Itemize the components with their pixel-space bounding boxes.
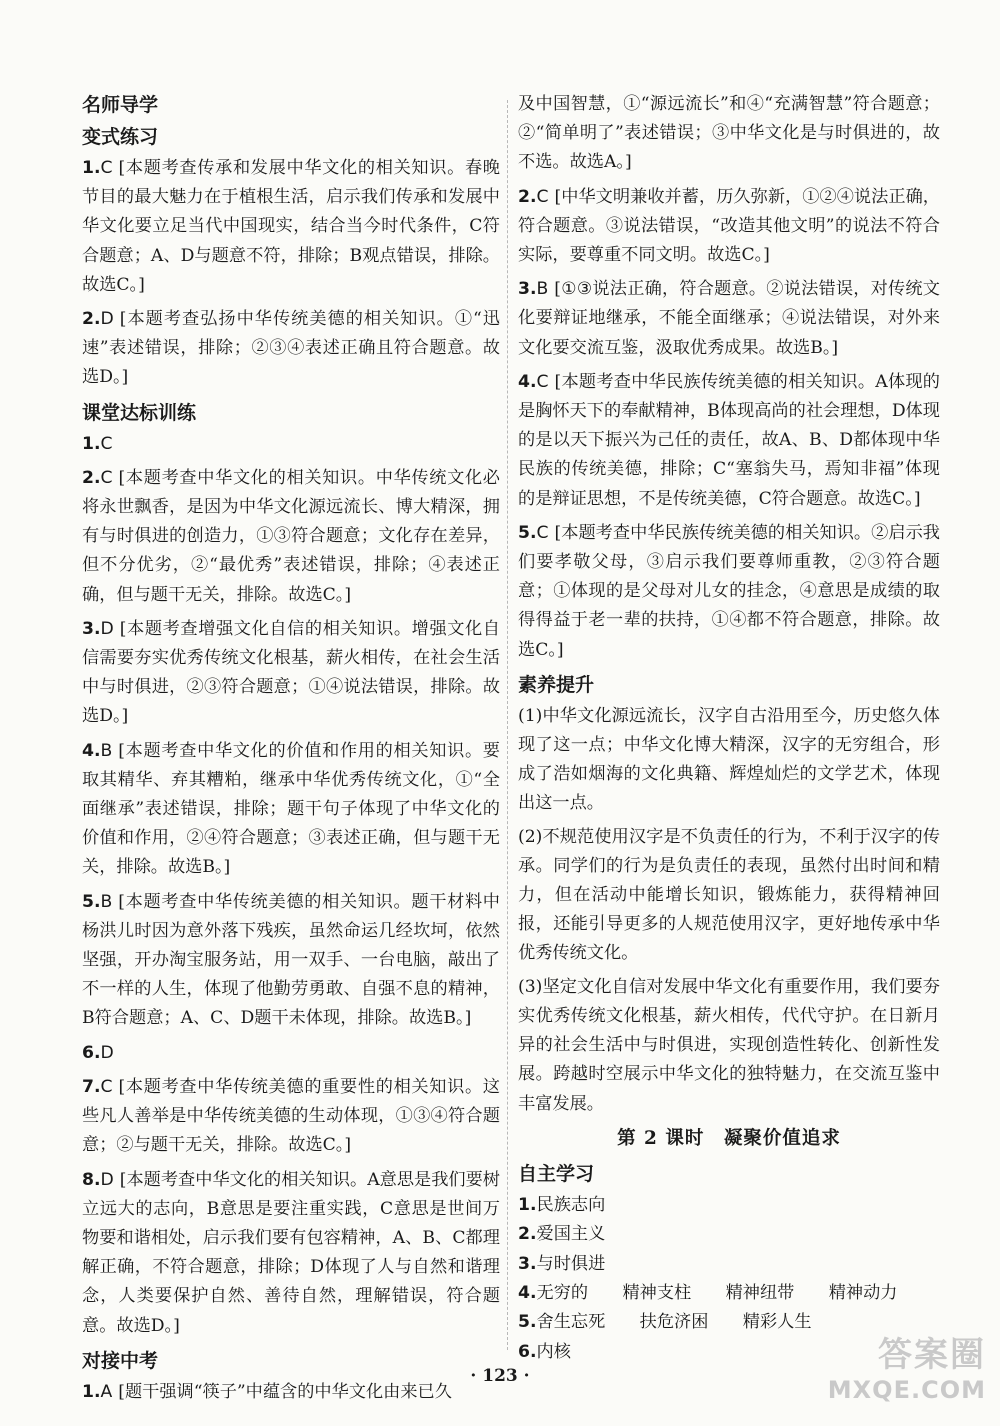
suyang-paragraph: (3)坚定文化自信对发展中华文化有重要作用，我们要夯实优秀传统文化根基，薪火相传，代代守护。在日新月异的社会生活中与时俱进，实现创造性转化、创新性发展。跨越时空展示中华文化的独特魅力，在交流互鉴中丰富发展。 [518, 976, 940, 1114]
zizhu-text: 内核 [536, 1341, 571, 1362]
bianshi-list [82, 154, 500, 393]
answer-explanation: [中华文明兼收并蓄，历久弥新，①②④说法正确，符合题意。③说法错误，“改造其他文明”的说法不符合实际，要尊重不同文明。故选C。] [518, 186, 940, 266]
answer-letter: D [100, 618, 114, 639]
answer-explanation: [本题考查中华文化的价值和作用的相关知识。要取其精华、弃其糟粕，继承中华优秀传统文化，①“全面继承”表述错误，排除；题干句子体现了中华文化的价值和作用，②④符合题意；③表述正确，但与题干无关，排除。故选B。] [82, 740, 500, 878]
answer-item [82, 464, 500, 610]
continued-answer: 及中国智慧，①“源远流长”和④“充满智慧”符合题意；②“简单明了”表述错误；③中华文化是与时俱进的，故不选。故选A。] [518, 94, 940, 173]
item-number: 1. [82, 158, 101, 178]
answer-letter: A [100, 1381, 113, 1402]
zizhu-text: 舍生忘死 扶危济困 精彩人生 [536, 1312, 812, 1333]
zizhu-item [518, 1250, 940, 1278]
zizhu-item [518, 1220, 940, 1248]
answer-item [518, 519, 940, 665]
watermark-line1: 答案圈 [878, 1335, 986, 1375]
answer-explanation: [本题考查增强文化自信的相关知识。增强文化自信需要夯实优秀传统文化根基，薪火相传，在社会生活中与时俱进，②③符合题意；①④说法错误，排除。故选D。] [82, 618, 500, 727]
zizhu-text: 爱国主义 [536, 1224, 606, 1245]
answer-item [82, 888, 500, 1034]
answer-item [82, 305, 500, 393]
answer-letter: C [100, 158, 113, 178]
duijie-list-right [518, 183, 940, 665]
item-number: 1. [82, 1381, 101, 1402]
suyang-paragraph: (1)中华文化源远流长，汉字自古沿用至今，历史悠久体现了这一点；中华文化博大精深，汉字的无穷组合，形成了浩如烟海的文化典籍、辉煌灿烂的文学艺术，体现出这一点。 [518, 705, 940, 814]
item-number: 2. [518, 186, 537, 207]
answer-letter: C [100, 433, 113, 454]
item-number: 2. [82, 467, 101, 488]
item-number: 7. [82, 1076, 101, 1097]
item-number: 1. [82, 433, 101, 454]
watermark-line2: MXQE.COM [827, 1376, 986, 1404]
answer-item [82, 1073, 500, 1161]
zizhu-text: 民族志向 [536, 1194, 606, 1215]
item-number: 4. [518, 371, 537, 392]
heading-suyang: 素养提升 [518, 673, 595, 696]
item-number: 2. [518, 1224, 537, 1245]
heading-bianshi: 变式练习 [82, 126, 159, 148]
item-number: 5. [518, 522, 537, 543]
answer-item [518, 368, 940, 514]
suyang-paragraph: (2)不规范使用汉字是不负责任的行为，不利于汉字的传承。同学们的行为是负责任的表现，虽然付出时间和精力，但在活动中能增长知识，锻炼能力，获得精神回报，还能引导更多的人规范使用汉字，更好地传承中华优秀传统文化。 [518, 826, 940, 964]
answer-letter: C [536, 371, 549, 392]
answer-explanation: [本题考查弘扬中华传统美德的相关知识。①“迅速”表述错误，排除；②③④表述正确且符合题意。故选D。] [82, 309, 500, 388]
answer-explanation: [本题考查中华文化的相关知识。中华传统文化必将永世飘香，是因为中华文化源远流长、博大精深，拥有与时俱进的创造力，①③符合题意；文化存在差异，但不分优劣，②“最优秀”表述错误，排除；④表述正确，但与题干无关，排除。故选C。] [82, 467, 500, 605]
lesson-title: 第 2 课时 凝聚价值追求 [617, 1127, 841, 1149]
answer-item [82, 154, 500, 300]
heading-ketang: 课堂达标训练 [82, 401, 197, 424]
answer-item [82, 1166, 500, 1341]
answer-letter: D [100, 1169, 114, 1190]
item-number: 4. [518, 1282, 537, 1303]
item-number: 5. [82, 891, 101, 912]
answer-explanation: [本题考查中华传统美德的重要性的相关知识。这些凡人善举是中华传统美德的生动体现，①③④符合题意；②与题干无关，排除。故选C。] [82, 1076, 500, 1156]
answer-item [518, 183, 940, 271]
item-number: 6. [82, 1042, 101, 1063]
answer-explanation: [①③说法正确，符合题意。②说法错误，对传统文化要辩证地继承，不能全面继承；④说法错误，对外来文化要交流互鉴，汲取优秀成果。故选B。] [518, 279, 940, 358]
answer-item [82, 737, 500, 883]
answer-item [82, 1039, 500, 1068]
answer-explanation: [本题考查中华民族传统美德的相关知识。A体现的是胸怀天下的奉献精神，B体现高尚的社会理想，D体现的是以天下振兴为己任的责任，故A、B、D都体现中华民族的传统美德，排除；C“塞翁失马，焉知非福”体现的是辩证思想，不是传统美德，C符合题意。故选C。] [518, 371, 940, 509]
answer-letter: C [100, 467, 113, 488]
answer-item [518, 275, 940, 363]
zizhu-text: 无穷的 精神支柱 精神纽带 精神动力 [536, 1282, 898, 1303]
answer-explanation: [本题考查中华传统美德的相关知识。题干材料中杨洪儿时因为意外落下残疾，虽然命运几经坎坷，依然坚强，开办淘宝服务站，用一双手、一台电脑，敲出了不一样的人生，体现了他勤劳勇敢、自强不息的精神，B符合题意；A、C、D题干未体现，排除。故选B。] [82, 891, 500, 1029]
answer-explanation: [题干强调“筷子”中蕴含的中华文化由来已久 [118, 1381, 452, 1402]
answer-letter: D [100, 309, 114, 330]
answer-explanation: [本题考查传承和发展中华文化的相关知识。春晚节目的最大魅力在于植根生活，启示我们传承和发展中华文化要立足当代中国现实，结合当今时代条件，C符合题意；A、D与题意不符，排除；B观点错误，排除。故选C。] [82, 158, 500, 295]
right-column [518, 88, 940, 1367]
answer-item [82, 430, 500, 459]
watermark-logo [828, 1327, 986, 1404]
heading-zizhu: 自主学习 [518, 1162, 595, 1185]
left-column [82, 88, 500, 1412]
answer-letter: B [536, 279, 549, 300]
item-number: 8. [82, 1169, 101, 1190]
heading-duijie: 对接中考 [82, 1349, 159, 1372]
answer-letter: B [100, 740, 113, 761]
ketang-list [82, 430, 500, 1341]
item-number: 1. [518, 1194, 537, 1215]
column-divider [507, 100, 508, 1350]
zizhu-item [518, 1191, 940, 1219]
item-number: 2. [82, 309, 101, 330]
zizhu-item [518, 1279, 940, 1307]
zizhu-text: 与时俱进 [536, 1253, 606, 1274]
item-number: 3. [82, 618, 101, 639]
item-number: 5. [518, 1312, 537, 1333]
answer-letter: B [100, 891, 113, 912]
answer-letter: C [536, 522, 549, 543]
heading-mingshi: 名师导学 [82, 94, 159, 116]
item-number: 4. [82, 740, 101, 761]
answer-item [82, 615, 500, 732]
answer-explanation: [本题考查中华文化的相关知识。A意思是我们要树立远大的志向，B意思是要注重实践，C意思是世间万物要和谐相处，启示我们要有包容精神，A、B、C都理解正确，不符合题意，排除；D体现了人与自然和谐理念，人类要保护自然、善待自然，理解错误，符合题意。故选D。] [82, 1169, 500, 1336]
answer-letter: C [536, 186, 549, 207]
answer-letter: C [100, 1076, 113, 1097]
item-number: 3. [518, 279, 537, 300]
page-number: · 123 · [470, 1366, 530, 1386]
answer-explanation: [本题考查中华民族传统美德的相关知识。②启示我们要孝敬父母，③启示我们要尊师重教，②③符合题意；①体现的是父母对儿女的挂念，④意思是成绩的取得得益于老一辈的扶持，①④都不符合题意，排除。故选C。] [518, 522, 940, 660]
answer-letter: D [100, 1042, 114, 1063]
item-number: 3. [518, 1253, 537, 1274]
item-number: 6. [518, 1341, 537, 1362]
suyang-list [518, 702, 940, 1119]
